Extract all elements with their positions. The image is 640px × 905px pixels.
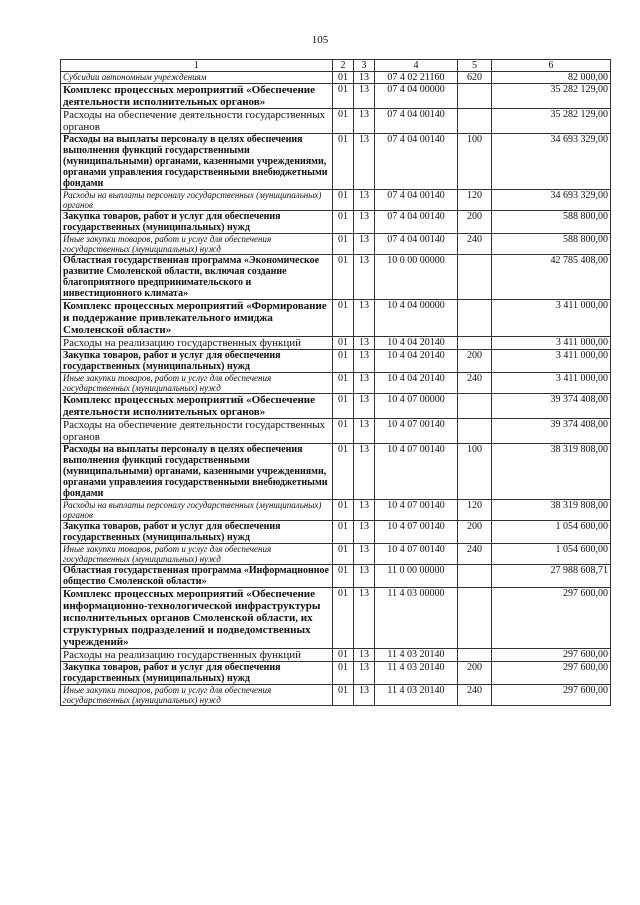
row-expense-type-cell: 120 bbox=[458, 500, 492, 521]
row-target-code-cell: 11 0 00 00000 bbox=[375, 565, 458, 588]
table-row bbox=[61, 190, 611, 211]
row-target-code-cell: 10 4 07 00000 bbox=[375, 394, 458, 419]
row-section-cell: 01 bbox=[333, 662, 354, 685]
row-name-cell: Иные закупки товаров, работ и услуг для обеспечения государственных (муниципальных) нужд bbox=[61, 544, 333, 565]
table-row bbox=[61, 255, 611, 300]
table-row bbox=[61, 350, 611, 373]
row-amount-cell: 588 800,00 bbox=[492, 211, 611, 234]
row-name-cell: Иные закупки товаров, работ и услуг для обеспечения государственных (муниципальных) нужд bbox=[61, 373, 333, 394]
row-name-cell: Расходы на выплаты персоналу в целях обеспечения выполнения функций государственными (муниципальными) органами, казенными учреждениями, органами управления государственными внебюджетными фондами bbox=[61, 134, 333, 190]
row-target-code-cell: 10 0 00 00000 bbox=[375, 255, 458, 300]
row-amount-cell: 297 600,00 bbox=[492, 685, 611, 706]
row-amount-cell: 1 054 600,00 bbox=[492, 521, 611, 544]
row-section-cell: 01 bbox=[333, 521, 354, 544]
row-name-cell: Комплекс процессных мероприятий «Обеспечение деятельности исполнительных органов» bbox=[61, 84, 333, 109]
row-subsection-cell: 13 bbox=[354, 500, 375, 521]
row-section-cell: 01 bbox=[333, 588, 354, 649]
row-subsection-cell: 13 bbox=[354, 234, 375, 255]
row-target-code-cell: 10 4 04 20140 bbox=[375, 337, 458, 350]
table-row bbox=[61, 419, 611, 444]
row-target-code-cell: 10 4 04 20140 bbox=[375, 373, 458, 394]
row-amount-cell: 297 600,00 bbox=[492, 649, 611, 662]
table-row bbox=[61, 649, 611, 662]
row-expense-type-cell: 200 bbox=[458, 662, 492, 685]
row-expense-type-cell bbox=[458, 300, 492, 337]
row-amount-cell: 34 693 329,00 bbox=[492, 190, 611, 211]
row-amount-cell: 35 282 129,00 bbox=[492, 109, 611, 134]
table-header-row bbox=[61, 60, 611, 72]
row-name-cell: Комплекс процессных мероприятий «Обеспечение деятельности исполнительных органов» bbox=[61, 394, 333, 419]
row-section-cell: 01 bbox=[333, 444, 354, 500]
row-name-cell: Расходы на реализацию государственных функций bbox=[61, 649, 333, 662]
row-expense-type-cell bbox=[458, 84, 492, 109]
row-target-code-cell: 11 4 03 00000 bbox=[375, 588, 458, 649]
header-col-1: 1 bbox=[61, 60, 333, 72]
table-row bbox=[61, 444, 611, 500]
row-subsection-cell: 13 bbox=[354, 444, 375, 500]
header-col-5: 5 bbox=[458, 60, 492, 72]
row-expense-type-cell: 200 bbox=[458, 521, 492, 544]
table-row bbox=[61, 544, 611, 565]
row-name-cell: Закупка товаров, работ и услуг для обеспечения государственных (муниципальных) нужд bbox=[61, 662, 333, 685]
row-target-code-cell: 07 4 02 21160 bbox=[375, 72, 458, 84]
header-col-4: 4 bbox=[375, 60, 458, 72]
table-row bbox=[61, 134, 611, 190]
row-section-cell: 01 bbox=[333, 211, 354, 234]
row-section-cell: 01 bbox=[333, 109, 354, 134]
row-name-cell: Закупка товаров, работ и услуг для обеспечения государственных (муниципальных) нужд bbox=[61, 350, 333, 373]
row-target-code-cell: 07 4 04 00140 bbox=[375, 211, 458, 234]
row-expense-type-cell: 240 bbox=[458, 234, 492, 255]
table-row bbox=[61, 521, 611, 544]
table-row bbox=[61, 234, 611, 255]
row-expense-type-cell bbox=[458, 419, 492, 444]
row-target-code-cell: 07 4 04 00140 bbox=[375, 234, 458, 255]
row-expense-type-cell: 120 bbox=[458, 190, 492, 211]
header-col-3: 3 bbox=[354, 60, 375, 72]
row-amount-cell: 3 411 000,00 bbox=[492, 337, 611, 350]
row-expense-type-cell bbox=[458, 109, 492, 134]
row-section-cell: 01 bbox=[333, 373, 354, 394]
row-name-cell: Расходы на реализацию государственных функций bbox=[61, 337, 333, 350]
row-name-cell: Закупка товаров, работ и услуг для обеспечения государственных (муниципальных) нужд bbox=[61, 211, 333, 234]
row-section-cell: 01 bbox=[333, 649, 354, 662]
row-name-cell: Расходы на выплаты персоналу в целях обеспечения выполнения функций государственными (муниципальными) органами, казенными учреждениями, органами управления государственными внебюджетными фондами bbox=[61, 444, 333, 500]
row-expense-type-cell: 240 bbox=[458, 544, 492, 565]
row-amount-cell: 38 319 808,00 bbox=[492, 444, 611, 500]
row-amount-cell: 3 411 000,00 bbox=[492, 373, 611, 394]
row-target-code-cell: 11 4 03 20140 bbox=[375, 662, 458, 685]
row-section-cell: 01 bbox=[333, 84, 354, 109]
row-name-cell: Закупка товаров, работ и услуг для обеспечения государственных (муниципальных) нужд bbox=[61, 521, 333, 544]
row-subsection-cell: 13 bbox=[354, 350, 375, 373]
row-section-cell: 01 bbox=[333, 190, 354, 211]
row-amount-cell: 297 600,00 bbox=[492, 588, 611, 649]
row-name-cell: Иные закупки товаров, работ и услуг для обеспечения государственных (муниципальных) нужд bbox=[61, 685, 333, 706]
row-subsection-cell: 13 bbox=[354, 337, 375, 350]
row-target-code-cell: 10 4 07 00140 bbox=[375, 500, 458, 521]
row-subsection-cell: 13 bbox=[354, 84, 375, 109]
row-section-cell: 01 bbox=[333, 72, 354, 84]
row-subsection-cell: 13 bbox=[354, 588, 375, 649]
row-name-cell: Субсидии автономным учреждениям bbox=[61, 72, 333, 84]
table-row bbox=[61, 72, 611, 84]
table-row bbox=[61, 588, 611, 649]
row-expense-type-cell: 620 bbox=[458, 72, 492, 84]
row-target-code-cell: 10 4 07 00140 bbox=[375, 521, 458, 544]
row-expense-type-cell: 240 bbox=[458, 685, 492, 706]
row-expense-type-cell bbox=[458, 565, 492, 588]
row-expense-type-cell bbox=[458, 588, 492, 649]
row-amount-cell: 34 693 329,00 bbox=[492, 134, 611, 190]
row-expense-type-cell: 240 bbox=[458, 373, 492, 394]
row-section-cell: 01 bbox=[333, 255, 354, 300]
table-row bbox=[61, 211, 611, 234]
row-subsection-cell: 13 bbox=[354, 211, 375, 234]
row-amount-cell: 3 411 000,00 bbox=[492, 300, 611, 337]
row-expense-type-cell bbox=[458, 255, 492, 300]
row-target-code-cell: 10 4 04 20140 bbox=[375, 350, 458, 373]
row-amount-cell: 42 785 408,00 bbox=[492, 255, 611, 300]
budget-table bbox=[60, 59, 611, 706]
row-expense-type-cell: 100 bbox=[458, 134, 492, 190]
row-section-cell: 01 bbox=[333, 300, 354, 337]
row-amount-cell: 3 411 000,00 bbox=[492, 350, 611, 373]
row-amount-cell: 27 988 608,71 bbox=[492, 565, 611, 588]
row-subsection-cell: 13 bbox=[354, 662, 375, 685]
row-subsection-cell: 13 bbox=[354, 419, 375, 444]
row-amount-cell: 38 319 808,00 bbox=[492, 500, 611, 521]
row-section-cell: 01 bbox=[333, 500, 354, 521]
table-row bbox=[61, 84, 611, 109]
row-section-cell: 01 bbox=[333, 394, 354, 419]
row-name-cell: Расходы на обеспечение деятельности государственных органов bbox=[61, 109, 333, 134]
row-name-cell: Комплекс процессных мероприятий «Формирование и поддержание привлекательного имиджа Смоленской области» bbox=[61, 300, 333, 337]
row-target-code-cell: 11 4 03 20140 bbox=[375, 685, 458, 706]
row-subsection-cell: 13 bbox=[354, 109, 375, 134]
row-section-cell: 01 bbox=[333, 544, 354, 565]
row-subsection-cell: 13 bbox=[354, 72, 375, 84]
row-name-cell: Расходы на выплаты персоналу государственных (муниципальных) органов bbox=[61, 190, 333, 211]
row-amount-cell: 35 282 129,00 bbox=[492, 84, 611, 109]
row-target-code-cell: 10 4 07 00140 bbox=[375, 419, 458, 444]
row-target-code-cell: 10 4 07 00140 bbox=[375, 444, 458, 500]
row-subsection-cell: 13 bbox=[354, 649, 375, 662]
row-name-cell: Областная государственная программа «Информационное общество Смоленской области» bbox=[61, 565, 333, 588]
row-amount-cell: 297 600,00 bbox=[492, 662, 611, 685]
budget-table-body bbox=[61, 60, 611, 706]
row-section-cell: 01 bbox=[333, 565, 354, 588]
table-row bbox=[61, 500, 611, 521]
row-target-code-cell: 07 4 04 00140 bbox=[375, 134, 458, 190]
row-target-code-cell: 10 4 07 00140 bbox=[375, 544, 458, 565]
row-subsection-cell: 13 bbox=[354, 565, 375, 588]
table-row bbox=[61, 109, 611, 134]
row-subsection-cell: 13 bbox=[354, 394, 375, 419]
row-name-cell: Иные закупки товаров, работ и услуг для обеспечения государственных (муниципальных) нужд bbox=[61, 234, 333, 255]
row-section-cell: 01 bbox=[333, 350, 354, 373]
row-section-cell: 01 bbox=[333, 685, 354, 706]
row-amount-cell: 82 000,00 bbox=[492, 72, 611, 84]
row-expense-type-cell: 100 bbox=[458, 444, 492, 500]
table-row bbox=[61, 337, 611, 350]
table-row bbox=[61, 662, 611, 685]
row-subsection-cell: 13 bbox=[354, 190, 375, 211]
row-amount-cell: 39 374 408,00 bbox=[492, 394, 611, 419]
row-subsection-cell: 13 bbox=[354, 134, 375, 190]
row-amount-cell: 1 054 600,00 bbox=[492, 544, 611, 565]
row-subsection-cell: 13 bbox=[354, 300, 375, 337]
row-subsection-cell: 13 bbox=[354, 544, 375, 565]
row-target-code-cell: 07 4 04 00140 bbox=[375, 190, 458, 211]
row-target-code-cell: 07 4 04 00140 bbox=[375, 109, 458, 134]
row-expense-type-cell: 200 bbox=[458, 350, 492, 373]
row-amount-cell: 39 374 408,00 bbox=[492, 419, 611, 444]
row-section-cell: 01 bbox=[333, 337, 354, 350]
table-row bbox=[61, 685, 611, 706]
row-name-cell: Комплекс процессных мероприятий «Обеспечение информационно-технологической инфраструктуры исполнительных органов Смоленской области, их структурных подразделений и подведомственных учреждений» bbox=[61, 588, 333, 649]
header-col-6: 6 bbox=[492, 60, 611, 72]
row-target-code-cell: 11 4 03 20140 bbox=[375, 649, 458, 662]
row-expense-type-cell bbox=[458, 649, 492, 662]
header-col-2: 2 bbox=[333, 60, 354, 72]
table-row bbox=[61, 394, 611, 419]
row-section-cell: 01 bbox=[333, 234, 354, 255]
row-name-cell: Расходы на обеспечение деятельности государственных органов bbox=[61, 419, 333, 444]
row-amount-cell: 588 800,00 bbox=[492, 234, 611, 255]
row-subsection-cell: 13 bbox=[354, 255, 375, 300]
table-row bbox=[61, 300, 611, 337]
table-row bbox=[61, 373, 611, 394]
row-target-code-cell: 10 4 04 00000 bbox=[375, 300, 458, 337]
row-subsection-cell: 13 bbox=[354, 685, 375, 706]
row-target-code-cell: 07 4 04 00000 bbox=[375, 84, 458, 109]
row-expense-type-cell bbox=[458, 394, 492, 419]
row-subsection-cell: 13 bbox=[354, 521, 375, 544]
row-expense-type-cell bbox=[458, 337, 492, 350]
row-name-cell: Расходы на выплаты персоналу государственных (муниципальных) органов bbox=[61, 500, 333, 521]
row-subsection-cell: 13 bbox=[354, 373, 375, 394]
page-number: 105 bbox=[311, 34, 329, 46]
row-expense-type-cell: 200 bbox=[458, 211, 492, 234]
row-section-cell: 01 bbox=[333, 419, 354, 444]
row-section-cell: 01 bbox=[333, 134, 354, 190]
table-row bbox=[61, 565, 611, 588]
row-name-cell: Областная государственная программа «Экономическое развитие Смоленской области, включая создание благоприятного предпринимательского и инвестиционного климата» bbox=[61, 255, 333, 300]
